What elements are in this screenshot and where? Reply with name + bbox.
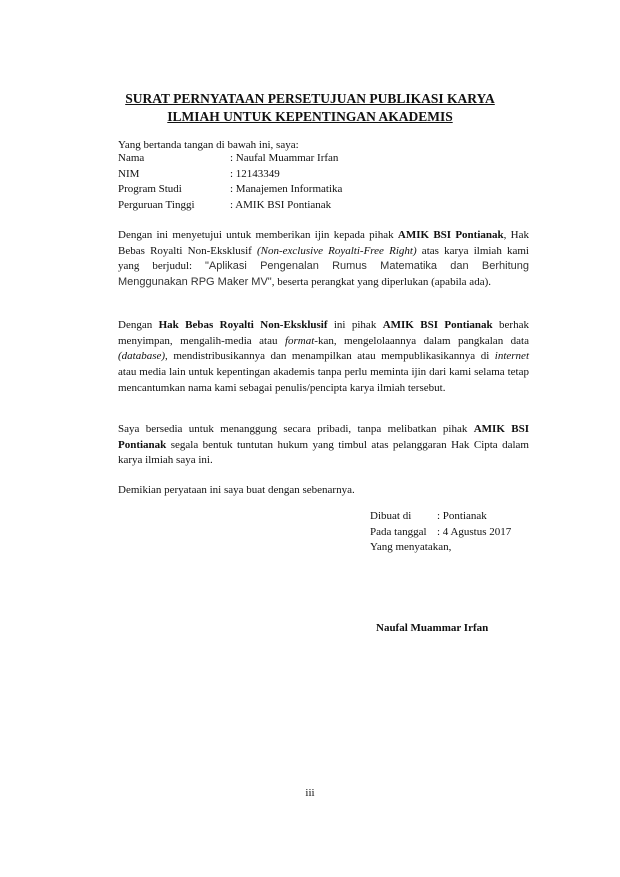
title-line-1: SURAT PERNYATAAN PERSETUJUAN PUBLIKASI KARYA (125, 91, 495, 106)
identity-label: Perguruan Tinggi (118, 198, 195, 211)
text-run: Dengan ini menyetujui untuk memberikan ijin kepada pihak (118, 229, 398, 241)
identity-row-institution (118, 199, 342, 215)
signature-block (370, 509, 511, 556)
place-value: : Pontianak (437, 510, 487, 522)
italic-term: format (284, 334, 315, 347)
text-run: ini pihak (327, 319, 383, 331)
institution-name: AMIK BSI Pontianak (397, 229, 504, 241)
signer-name: Naufal Muammar Irfan (376, 622, 489, 634)
work-title: "Aplikasi Pengenalan Rumus Matematika dan Berhitung Menggunakan RPG Maker MV" (118, 260, 529, 289)
statement-text: Yang menyatakan, (370, 541, 452, 553)
text-run: , beserta perangkat yang diperlukan (apabila ada). (271, 276, 491, 289)
identity-row-nim (118, 168, 342, 184)
date-value: : 4 Agustus 2017 (437, 525, 512, 538)
closing-paragraph: Demikian peryataan ini saya buat dengan sebenarnya. (118, 484, 355, 496)
text-run: atas karya ilmiah kami yang berjudul: (118, 244, 529, 273)
text-run: Saya bersedia untuk menanggung secara pribadi, tanpa melibatkan pihak (118, 423, 474, 435)
text-run: segala bentuk tuntutan hukum yang timbul atas pelanggaran Hak Cipta dalam karya ilmiah saya ini. (118, 438, 529, 467)
identity-label: Program Studi (118, 183, 182, 195)
title-line-2: ILMIAH UNTUK KEPENTINGAN AKADEMIS (167, 109, 453, 124)
institution-name: AMIK BSI Pontianak (118, 423, 529, 451)
text-run: berhak menyimpan, mengalih-media atau (118, 319, 529, 347)
consent-paragraph (118, 228, 529, 291)
place-label: Dibuat di (370, 510, 412, 522)
text-run: Dengan (118, 319, 159, 331)
institution-name: AMIK BSI Pontianak (382, 319, 493, 331)
identity-row-program (118, 183, 342, 199)
rights-paragraph (118, 318, 529, 397)
license-term: (Non-exclusive Royalti-Free Right) (257, 244, 417, 257)
text-run: -kan, mengelolaannya dalam pangkalan data (314, 334, 529, 347)
identity-label: NIM (118, 167, 140, 180)
text-run: , Hak Bebas Royalti Non-Eksklusif (118, 229, 529, 257)
intro-text: Yang bertanda tangan di bawah ini, saya: (118, 139, 299, 151)
identity-label: Nama (118, 152, 145, 164)
identity-value: : Naufal Muammar Irfan (230, 152, 339, 164)
identity-table (118, 152, 342, 214)
identity-value: : AMIK BSI Pontianak (230, 198, 332, 211)
date-label: Pada tanggal (370, 525, 427, 538)
text-run: , mendistribusikannya dan menampilkan atau mempublikasikannya di (165, 350, 495, 363)
page-number: iii (305, 787, 315, 799)
identity-value: : Manajemen Informatika (230, 183, 343, 195)
italic-term: internet (494, 350, 529, 363)
document-title (60, 90, 560, 126)
text-run: atau media lain untuk kepentingan akademis tanpa perlu meminta ijin dari kami selama tetap mencantumkan nama kami sebagai penulis/pencipta karya ilmiah tersebut. (118, 366, 529, 394)
liability-paragraph (118, 422, 529, 469)
license-name: Hak Bebas Royalti Non-Eksklusif (158, 319, 328, 331)
italic-term: (database) (118, 350, 166, 363)
identity-value: : 12143349 (230, 167, 280, 180)
identity-row-name (118, 152, 342, 168)
